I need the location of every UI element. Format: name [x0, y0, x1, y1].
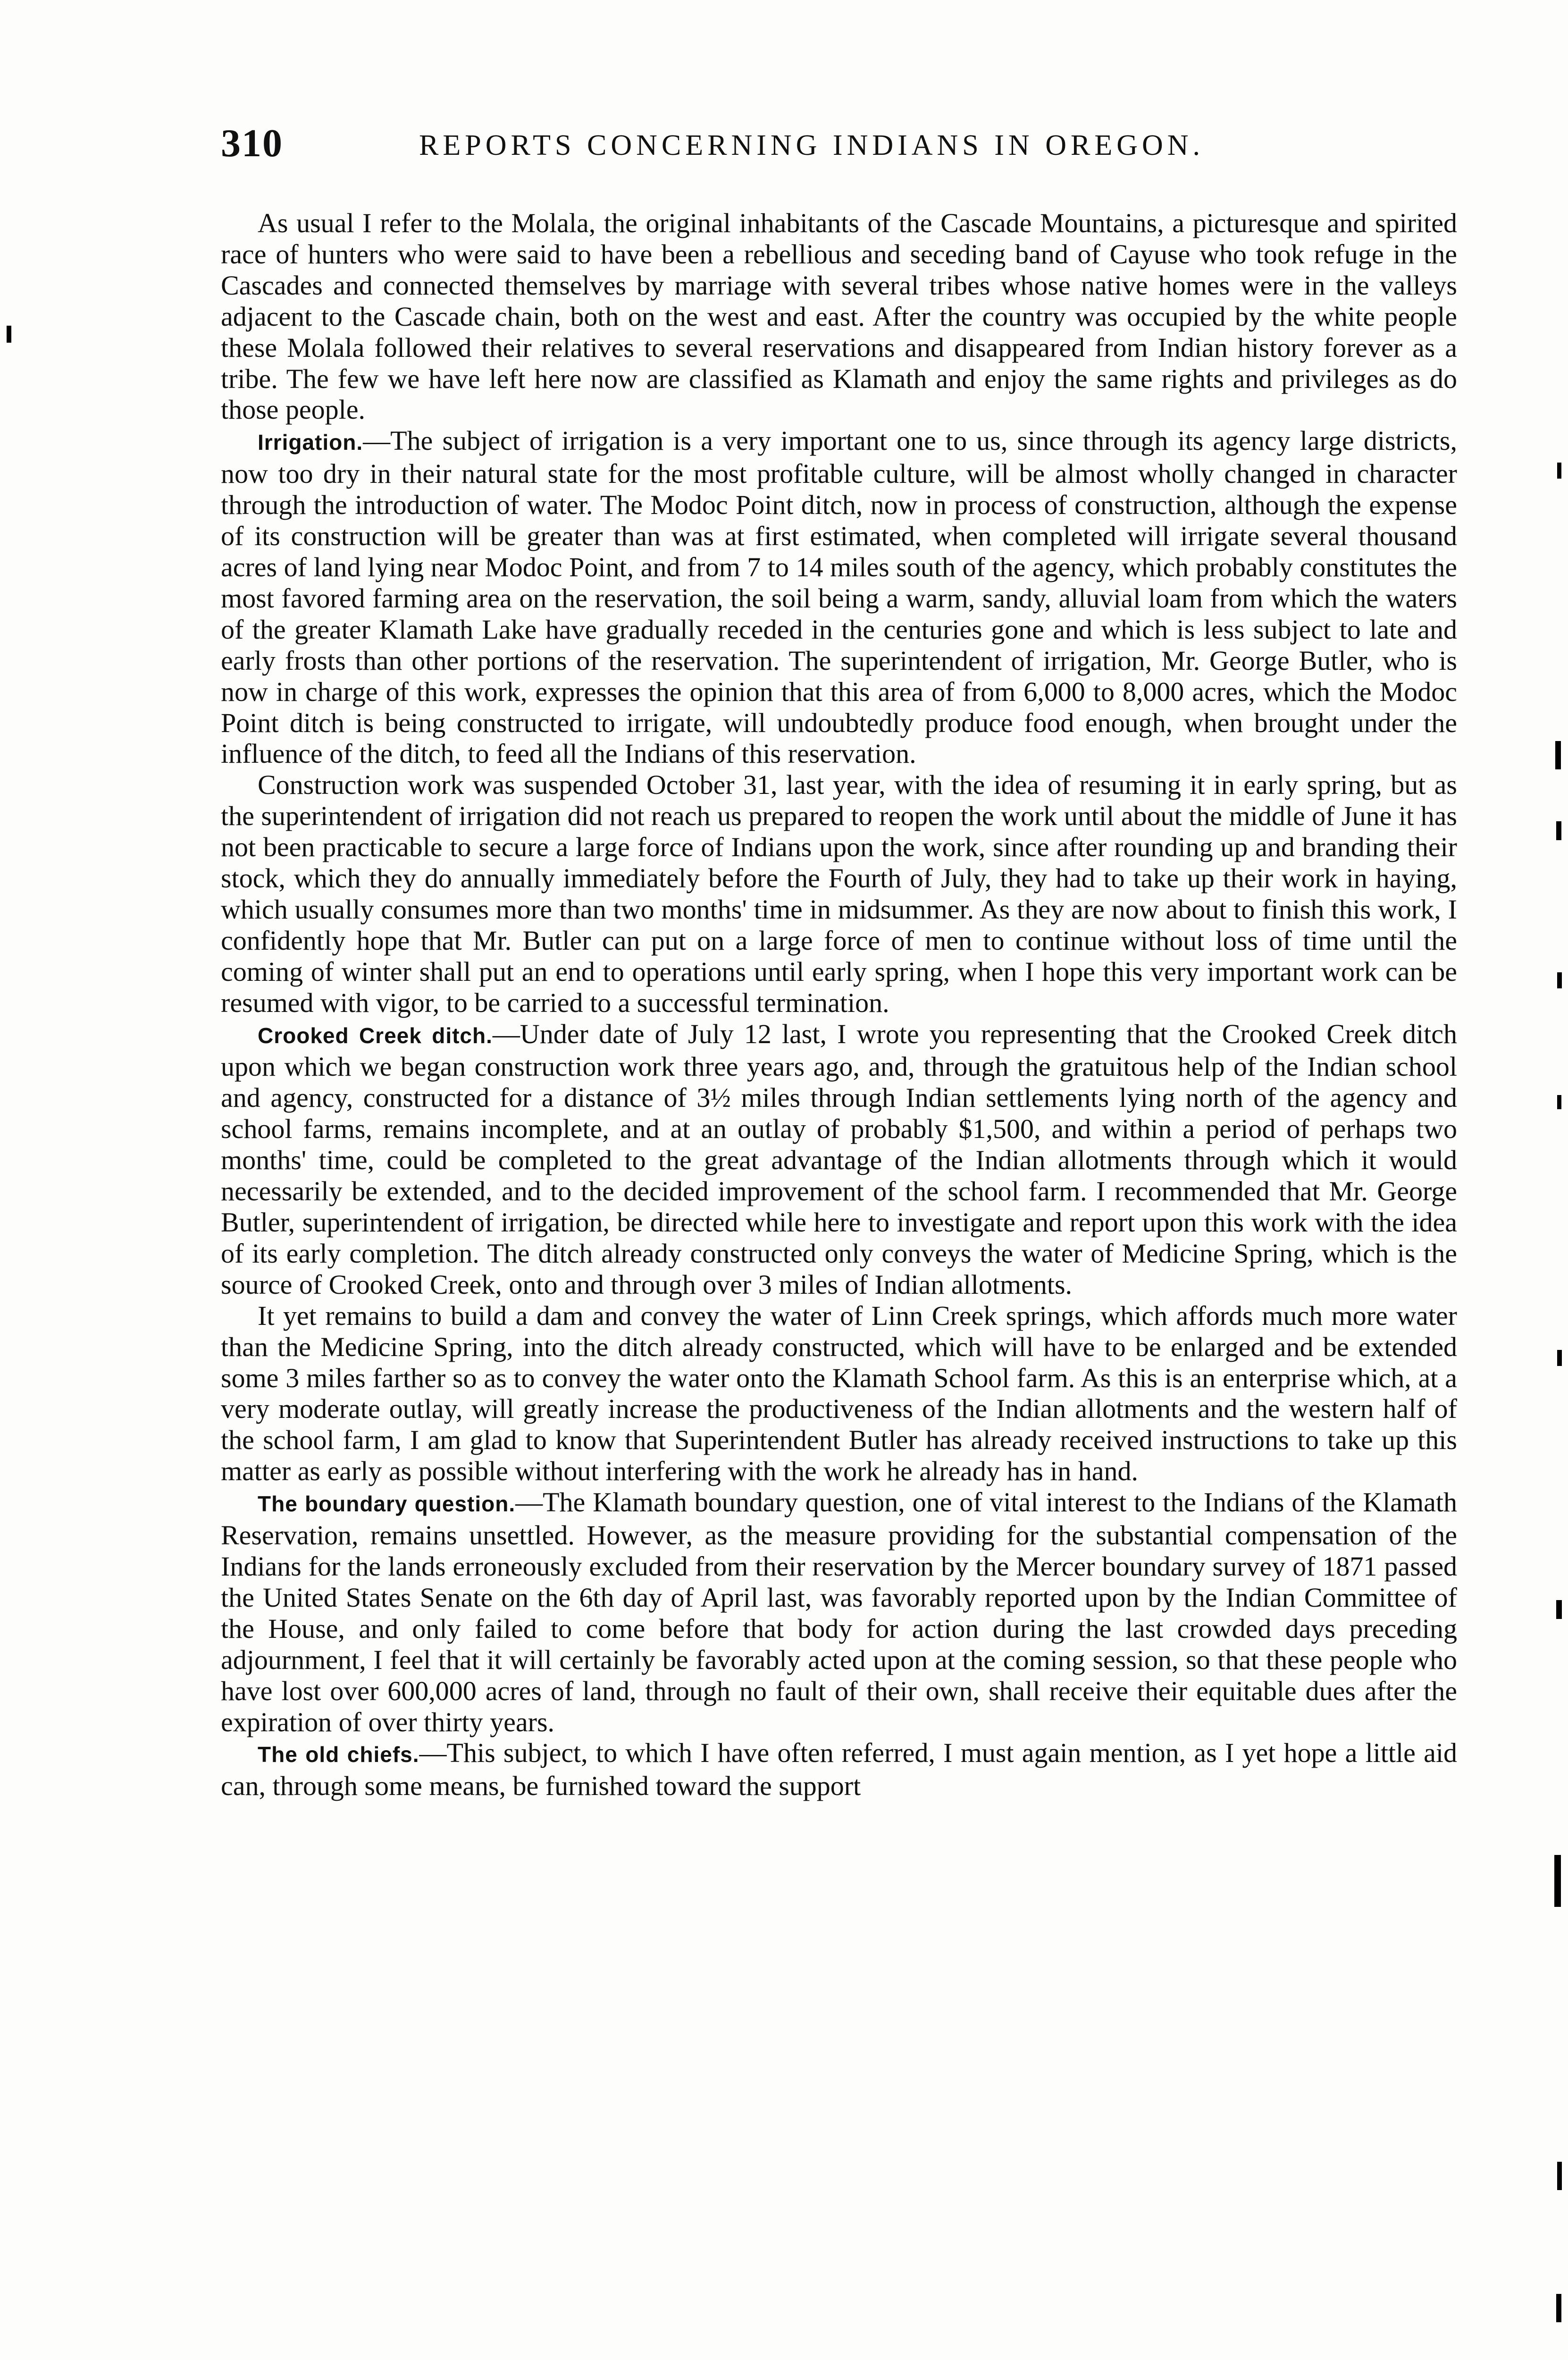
paragraph-crooked-creek-ditch: [221, 1019, 1457, 1300]
scan-mark-right-2: [1555, 741, 1561, 769]
paragraph-boundary-question: [221, 1487, 1457, 1737]
paragraph-text: It yet remains to build a dam and convey the water of Linn Creek springs, which affords much more water than the Medicine Spring, into the ditch already constructed, which will have to be enlarged and be extended some 3 miles farther so as to convey the water onto the Klamath School farm. As this is an enterprise which, at a very moderate outlay, will greatly increase the productiveness of the Indian allotments and the western half of the school farm, I am glad to know that Superintendent Butler has already received instructions to take up this matter as early as possible without interfering with the work he already has in hand.: [221, 1300, 1457, 1487]
paragraph-irrigation: [221, 425, 1457, 769]
paragraph-text: —This subject, to which I have often referred, I must again mention, as I yet hope a little aid can, through some means, be furnished toward the support: [221, 1737, 1457, 1802]
running-title: REPORTS CONCERNING INDIANS IN OREGON.: [419, 129, 1205, 161]
paragraph-text: —The subject of irrigation is a very important one to us, since through its agency large districts, now too dry in their natural state for the most profitable culture, will be almost wholly changed in character through the introduction of water. The Modoc Point ditch, now in process of construction, although the expense of its construction will be greater than was at first estimated, when completed will irrigate several thousand acres of land lying near Modoc Point, and from 7 to 14 miles south of the agency, which probably constitutes the most favored farming area on the reservation, the soil being a warm, sandy, alluvial loam from which the waters of the greater Klamath Lake have gradually receded in the centuries gone and which is less subject to late and early frosts than other portions of the reservation. The superintendent of irrigation, Mr. George Butler, who is now in charge of this work, expresses the opinion that this area of from 6,000 to 8,000 acres, which the Modoc Point ditch is being constructed to irrigate, will undoubtedly produce food enough, when brought under the influence of the ditch, to feed all the Indians of this reservation.: [221, 425, 1457, 769]
paragraph-text: Construction work was suspended October 31, last year, with the idea of resuming it in early spring, but as the superintendent of irrigation did not reach us prepared to reopen the work until about the middle of June it has not been practicable to secure a large force of Indians upon the work, since after rounding up and branding their stock, which they do annually immediately before the Fourth of July, they had to take up their work in haying, which usually consumes more than two months' time in midsummer. As they are now about to finish this work, I confidently hope that Mr. Butler can put on a large force of men to continue without loss of time until the coming of winter shall put an end to operations until early spring, when I hope this very important work can be resumed with vigor, to be carried to a successful termination.: [221, 769, 1457, 1018]
paragraph-linn-creek: [221, 1300, 1457, 1487]
scan-mark-right-7: [1556, 1600, 1562, 1619]
scan-mark-right-5: [1557, 1095, 1561, 1109]
scan-mark-right-3: [1556, 821, 1561, 840]
paragraph-text: As usual I refer to the Molala, the original inhabitants of the Cascade Mountains, a picturesque and spirited race of hunters who were said to have been a rebellious and seceding band of Cayuse who took refuge in the Cascades and connected themselves by marriage with several tribes whose native homes were in the valleys adjacent to the Cascade chain, both on the west and east. After the country was occupied by the white people these Molala followed their relatives to several reservations and disappeared from Indian history forever as a tribe. The few we have left here now are classified as Klamath and enjoy the same rights and privileges as do those people.: [221, 208, 1457, 425]
scan-mark-left: [7, 326, 11, 343]
scan-mark-right-8: [1554, 1855, 1561, 1907]
scan-mark-right-10: [1556, 2294, 1561, 2322]
page-number: 310: [221, 121, 283, 165]
paragraph-molala: [221, 208, 1457, 425]
section-heading-irrigation: Irrigation.: [258, 430, 363, 455]
page-header: [221, 120, 1457, 172]
scan-mark-right-9: [1557, 2162, 1562, 2190]
scan-mark-right-4: [1557, 972, 1562, 988]
scan-mark-right-1: [1557, 463, 1561, 479]
section-heading-boundary-question: The boundary question.: [258, 1492, 516, 1517]
section-heading-crooked-creek-ditch: Crooked Creek ditch.: [258, 1023, 493, 1048]
paragraph-text: —Under date of July 12 last, I wrote you representing that the Crooked Creek ditch upon which we began construction work three years ago, and, through the gratuitous help of the Indian school and agency, constructed for a distance of 3½ miles through Indian settlements lying north of the agency and school farms, remains incomplete, and at an outlay of probably $1,500, and within a period of perhaps two months' time, could be completed to the great advantage of the Indian allotments through which it would necessarily be extended, and to the decided improvement of the school farm. I recommended that Mr. George Butler, superintendent of irrigation, be directed while here to investigate and report upon this work with the idea of its early completion. The ditch already constructed only conveys the water of Medicine Spring, which is the source of Crooked Creek, onto and through over 3 miles of Indian allotments.: [221, 1018, 1457, 1300]
section-heading-old-chiefs: The old chiefs.: [258, 1742, 419, 1767]
paragraph-old-chiefs: [221, 1737, 1457, 1802]
paragraph-construction-work: [221, 769, 1457, 1018]
scan-mark-right-6: [1557, 1350, 1562, 1366]
paragraph-text: —The Klamath boundary question, one of vital interest to the Indians of the Klamath Reservation, remains unsettled. However, as the measure providing for the substantial compensation of the Indians for the lands erroneously excluded from their reservation by the Mercer boundary survey of 1871 passed the United States Senate on the 6th day of April last, was favorably reported upon by the Indian Committee of the House, and only failed to come before that body for action during the last crowded days preceding adjournment, I feel that it will certainly be favorably acted upon at the coming session, so that these people who have lost over 600,000 acres of land, through no fault of their own, shall receive their equitable dues after the expiration of over thirty years.: [221, 1487, 1457, 1737]
body-text: [221, 208, 1457, 1802]
